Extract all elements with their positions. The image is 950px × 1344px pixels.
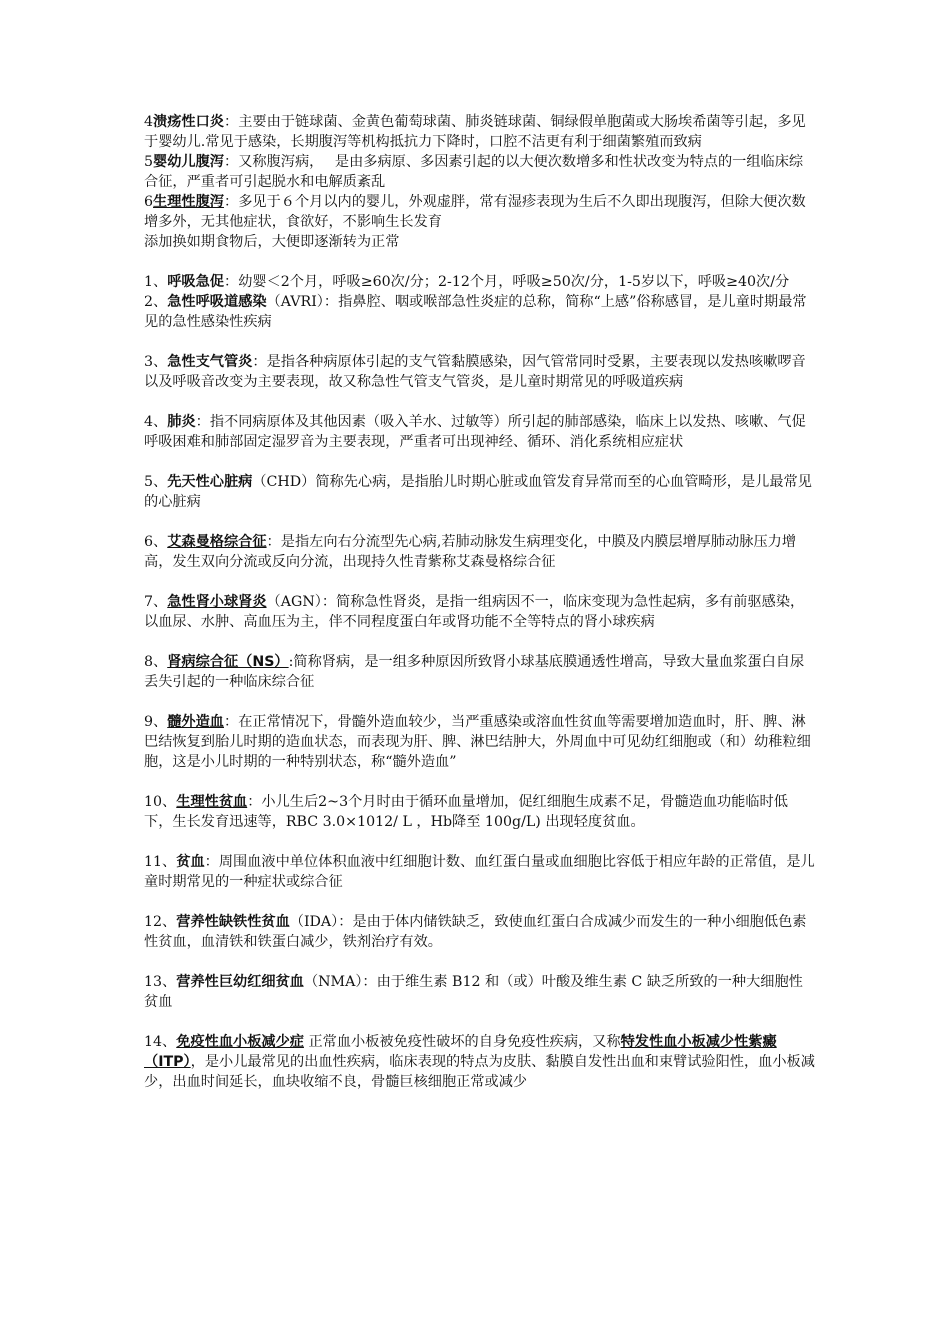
entry-term: 呼吸急促 bbox=[167, 274, 224, 290]
entry-number: 11、 bbox=[144, 854, 177, 870]
entry-number: 1、 bbox=[144, 274, 168, 290]
entry-term: 营养性巨幼红细贫血 bbox=[176, 974, 304, 990]
entry-term: 急性肾小球肾炎 bbox=[167, 594, 267, 610]
definition-item bbox=[144, 652, 816, 692]
entry-term: 肾病综合征（NS） bbox=[167, 654, 289, 670]
entry-text: 又称腹泻病， 是由多病原、多因素引起的以大便次数增多和性状改变为特点的一组临床综合征，严重者可引起脱水和电解质紊乱 bbox=[144, 154, 804, 190]
entry-term: 髓外造血 bbox=[167, 714, 224, 730]
entry-number: 12、 bbox=[144, 914, 177, 930]
entry-text: 小儿生后2~3个月时由于循环血量增加，促红细胞生成素不足，骨髓造血功能临时低下，生长发育迅速等，RBC 3.0×1012/ L ，Hb降至 100g/L) 出现轻度贫血。 bbox=[144, 794, 788, 830]
entry-sep: ： bbox=[247, 794, 262, 810]
entry-number: 3、 bbox=[144, 354, 168, 370]
entry-term: 生理性贫血 bbox=[176, 794, 248, 810]
top-section bbox=[144, 112, 816, 252]
document-page bbox=[144, 112, 816, 1092]
entry-term: 营养性缺铁性贫血 bbox=[176, 914, 290, 930]
entry-text: 指不同病原体及其他因素（吸入羊水、过敏等）所引起的肺部感染，临床上以发热、咳嗽、气促呼吸困难和肺部固定湿罗音为主要表现，严重者可出现神经、循环、消化系统相应症状 bbox=[144, 414, 806, 450]
definition-item bbox=[144, 532, 816, 572]
spacer bbox=[144, 1012, 816, 1032]
entry-text: 添加换如期食物后，大便即逐渐转为正常 bbox=[144, 234, 400, 250]
entry-term: 急性呼吸道感染 bbox=[167, 294, 267, 310]
definition-item bbox=[144, 292, 816, 332]
entry-text: 是指左向右分流型先心病,若肺动脉发生病理变化，中膜及内膜层增厚肺动脉压力增高，发生双向分流或反向分流，出现持久性青紫称艾森曼格综合征 bbox=[144, 534, 797, 570]
entry-text: 正常血小板被免疫性破坏的自身免疫性疾病，又称 bbox=[303, 1034, 621, 1050]
entry-6-continued bbox=[144, 232, 816, 252]
entry-number: 5 bbox=[144, 154, 154, 170]
entry-sep: （AVRI）： bbox=[266, 294, 339, 310]
entry-number: 9、 bbox=[144, 714, 168, 730]
entry-term: 生理性腹泻 bbox=[153, 194, 224, 210]
entry-sep: ： bbox=[195, 414, 210, 430]
spacer bbox=[144, 772, 816, 792]
entry-text: 主要由于链球菌、金黄色葡萄球菌、肺炎链球菌、铜绿假单胞菌或大肠埃希菌等引起，多见于婴幼儿.常见于感染，长期腹泻等机构抵抗力下降时，口腔不洁更有利于细菌繁殖而致病 bbox=[144, 114, 806, 150]
entry-number: 7、 bbox=[144, 594, 168, 610]
spacer bbox=[144, 692, 816, 712]
entry-sep: （CHD） bbox=[252, 474, 316, 490]
spacer bbox=[144, 252, 816, 272]
entry-term: 肺炎 bbox=[167, 414, 196, 430]
entry-number: 13、 bbox=[144, 974, 177, 990]
entry-5 bbox=[144, 152, 816, 192]
spacer bbox=[144, 452, 816, 472]
entry-term: 免疫性血小板减少症 bbox=[176, 1034, 304, 1050]
definition-item bbox=[144, 852, 816, 892]
spacer bbox=[144, 512, 816, 532]
entry-sep: （NMA）： bbox=[303, 974, 377, 990]
entry-term: 贫血 bbox=[176, 854, 205, 870]
spacer bbox=[144, 632, 816, 652]
entry-text: 在正常情况下，骨髓外造血较少，当严重感染或溶血性贫血等需要增加造血时，肝、脾、淋巴结恢复到胎儿时期的造血状态，而表现为肝、脾、淋巴结肿大，外周血中可见幼红细胞或（和）幼稚粒细胞，这是小儿时期的一种特别状态，称“髓外造血” bbox=[144, 714, 811, 770]
entry-term: 溃疡性口炎 bbox=[153, 114, 224, 130]
entry-sep: ： bbox=[266, 534, 281, 550]
definition-item bbox=[144, 412, 816, 452]
entry-number: 10、 bbox=[144, 794, 177, 810]
entry-sep: ： bbox=[252, 354, 267, 370]
definition-item bbox=[144, 472, 816, 512]
entry-number: 6、 bbox=[144, 534, 168, 550]
definition-item bbox=[144, 972, 816, 1012]
entry-number: 4、 bbox=[144, 414, 168, 430]
entry-6 bbox=[144, 192, 816, 232]
entry-text: 周围血液中单位体积血液中红细胞计数、血红蛋白量或血细胞比容低于相应年龄的正常值，是儿童时期常见的一种症状或综合征 bbox=[144, 854, 815, 890]
entry-text: 简称肾病，是一组多种原因所致肾小球基底膜通透性增高，导致大量血浆蛋白自尿丢失引起的一种临床综合征 bbox=[144, 654, 805, 690]
entry-number: 6 bbox=[144, 194, 154, 210]
entry-text: 幼婴＜2个月，呼吸≥60次/分；2-12个月，呼吸≥50次/分，1-5岁以下，呼吸≥40次/分 bbox=[238, 274, 790, 290]
entry-text: 简称先心病，是指胎儿时期心脏或血管发育异常而至的心血管畸形，是儿最常见的心脏病 bbox=[144, 474, 812, 510]
entry-sep: ： bbox=[204, 854, 219, 870]
spacer bbox=[144, 892, 816, 912]
spacer bbox=[144, 572, 816, 592]
entry-text: 指鼻腔、咽或喉部急性炎症的总称，简称“上感”俗称感冒，是儿童时期最常见的急性感染性疾病 bbox=[144, 294, 807, 330]
spacer bbox=[144, 392, 816, 412]
entry-text: 多见于６个月以内的婴儿，外观虚胖，常有湿疹表现为生后不久即出现腹泻，但除大便次数增多外，无其他症状，食欲好，不影响生长发育 bbox=[144, 194, 806, 230]
entry-term: 艾森曼格综合征 bbox=[167, 534, 267, 550]
definition-list bbox=[144, 272, 816, 1012]
definition-item bbox=[144, 792, 816, 832]
entry-text: 由于维生素 B12 和（或）叶酸及维生素 C 缺乏所致的一种大细胞性贫血 bbox=[144, 974, 803, 1010]
entry-text: 是由于体内储铁缺乏，致使血红蛋白合成减少而发生的一种小细胞低色素性贫血，血清铁和铁蛋白减少，铁剂治疗有效。 bbox=[144, 914, 807, 950]
entry-number: 4 bbox=[144, 114, 154, 130]
entry-14 bbox=[144, 1032, 816, 1092]
entry-text: 简称急性肾炎，是指一组病因不一，临床变现为急性起病，多有前驱感染，以血尿、水肿、高血压为主，伴不同程度蛋白年或肾功能不全等特点的肾小球疾病 bbox=[144, 594, 805, 630]
definition-item bbox=[144, 272, 816, 292]
entry-term: 急性支气管炎 bbox=[167, 354, 253, 370]
spacer bbox=[144, 332, 816, 352]
spacer bbox=[144, 952, 816, 972]
entry-sep: ： bbox=[223, 274, 239, 290]
entry-term: 先天性心脏病 bbox=[167, 474, 253, 490]
definition-item bbox=[144, 592, 816, 632]
entry-text: 是指各种病原体引起的支气管黏膜感染，因气管常同时受累，主要表现以发热咳嗽啰音以及呼吸音改变为主要表现，故又称急性气管支气管炎，是儿童时期常见的呼吸道疾病 bbox=[144, 354, 806, 390]
definition-item bbox=[144, 712, 816, 772]
entry-sep: ： bbox=[223, 714, 239, 730]
entry-sep: ： bbox=[223, 114, 239, 130]
entry-sep: （AGN）： bbox=[266, 594, 337, 610]
entry-term-secondary: 特发性血小板减少性紫癜（ITP） bbox=[144, 1034, 777, 1070]
entry-sep: : bbox=[288, 654, 294, 670]
entry-term: 婴幼儿腹泻 bbox=[153, 154, 224, 170]
entry-number: 2、 bbox=[144, 294, 168, 310]
definition-item bbox=[144, 912, 816, 952]
entry-number: 8、 bbox=[144, 654, 168, 670]
entry-sep: ： bbox=[223, 194, 239, 210]
entry-number: 14、 bbox=[144, 1034, 177, 1050]
entry-number: 5、 bbox=[144, 474, 168, 490]
spacer bbox=[144, 832, 816, 852]
entry-text: ，是小儿最常见的出血性疾病，临床表现的特点为皮肤、黏膜自发性出血和束臂试验阳性，血小板减少，出血时间延长，血块收缩不良，骨髓巨核细胞正常或减少 bbox=[144, 1054, 815, 1090]
definition-item bbox=[144, 352, 816, 392]
entry-sep: （IDA）： bbox=[289, 914, 353, 930]
entry-4 bbox=[144, 112, 816, 152]
entry-sep: ： bbox=[223, 154, 239, 170]
